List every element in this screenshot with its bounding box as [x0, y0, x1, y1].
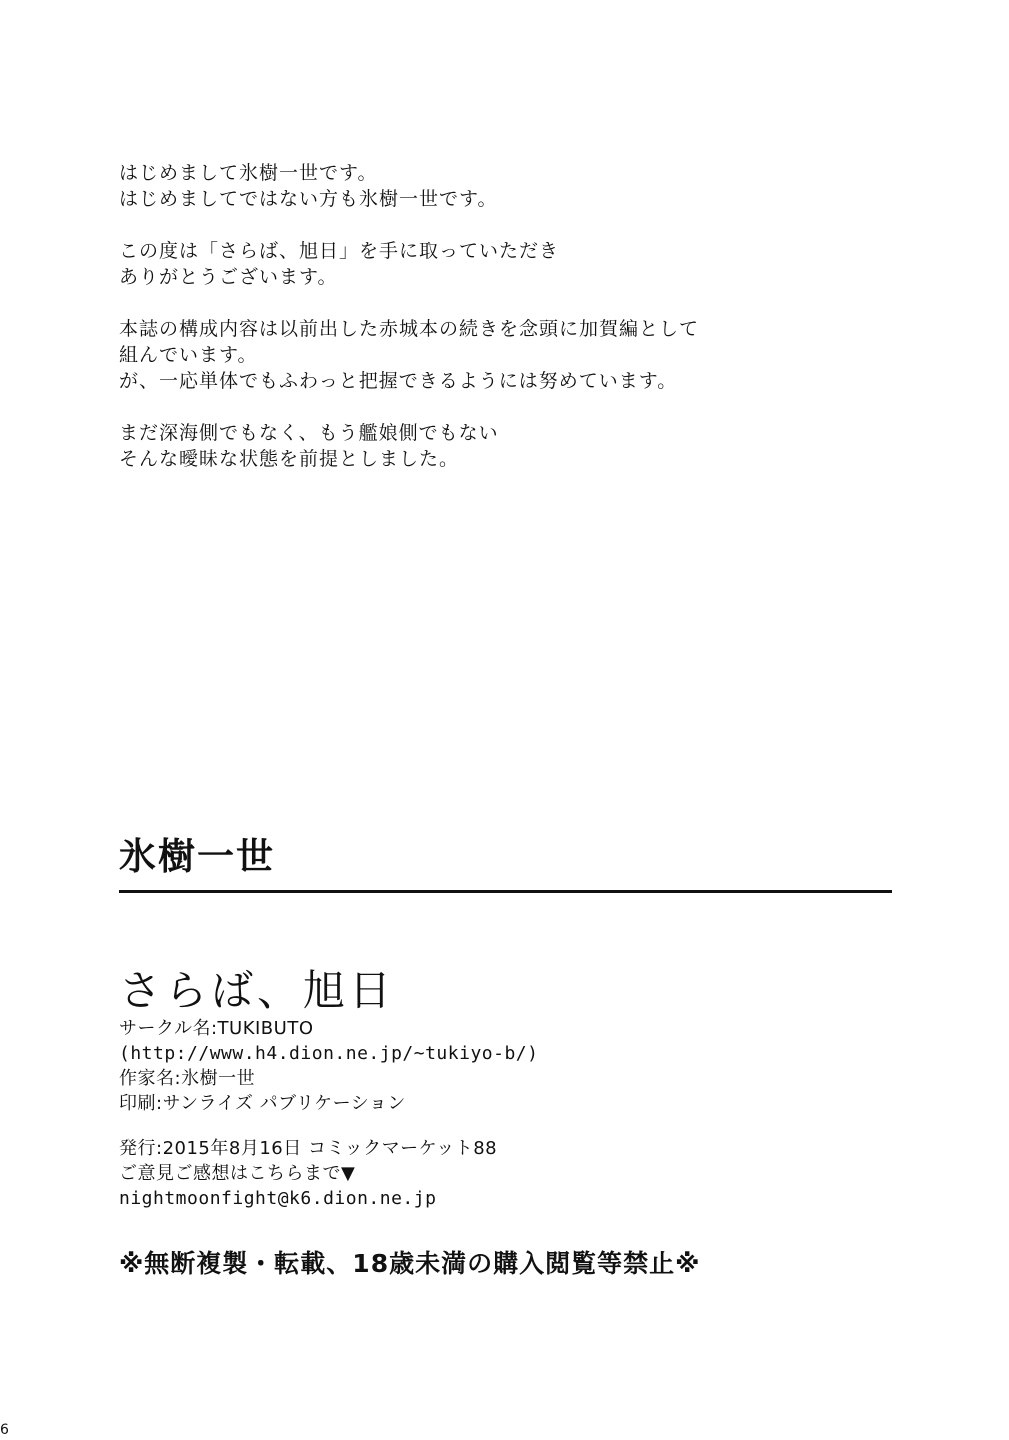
paragraph-greeting — [119, 160, 879, 212]
copyright-warning: ※無断複製・転載、18歳未満の購入閲覧等禁止※ — [119, 1249, 701, 1278]
issue-date: 発行:2015年8月16日 コミックマーケット88 — [119, 1138, 498, 1159]
text-line: この度は「さらば、旭日」を手に取っていただき — [119, 240, 560, 262]
paragraph-premise — [119, 420, 879, 472]
author-credit: 作家名:氷樹一世 — [119, 1068, 256, 1089]
feedback-label: ご意見ご感想はこちらまで▼ — [119, 1163, 356, 1184]
page-number: 6 — [0, 1422, 9, 1438]
text-line: はじめまして氷樹一世です。 — [119, 162, 378, 184]
circle-url: (http://www.h4.dion.ne.jp/~tukiyo-b/) — [119, 1043, 539, 1064]
text-line: そんな曖昧な状態を前提としました。 — [119, 448, 460, 470]
paragraph-content — [119, 316, 879, 394]
circle-name: サークル名:TUKIBUTO — [119, 1018, 314, 1039]
text-line: ありがとうございます。 — [119, 266, 338, 288]
colophon — [119, 1016, 879, 1211]
book-title: さらば、旭日 — [119, 966, 396, 1015]
divider — [119, 890, 892, 893]
author-name: 氷樹一世 — [119, 835, 275, 878]
afterword-text — [119, 160, 879, 472]
spacer — [119, 1116, 879, 1136]
text-line: はじめましてではない方も氷樹一世です。 — [119, 188, 498, 210]
text-line: まだ深海側でもなく、もう艦娘側でもない — [119, 422, 499, 444]
contact-email: nightmoonfight@k6.dion.ne.jp — [119, 1188, 437, 1209]
printer-credit: 印刷:サンライズ パブリケーション — [119, 1093, 406, 1114]
text-line: 本誌の構成内容は以前出した赤城本の続きを念頭に加賀編として — [119, 318, 700, 340]
text-line: 組んでいます。 — [119, 344, 258, 366]
text-line: が、一応単体でもふわっと把握できるようには努めています。 — [119, 370, 678, 392]
paragraph-thanks — [119, 238, 879, 290]
